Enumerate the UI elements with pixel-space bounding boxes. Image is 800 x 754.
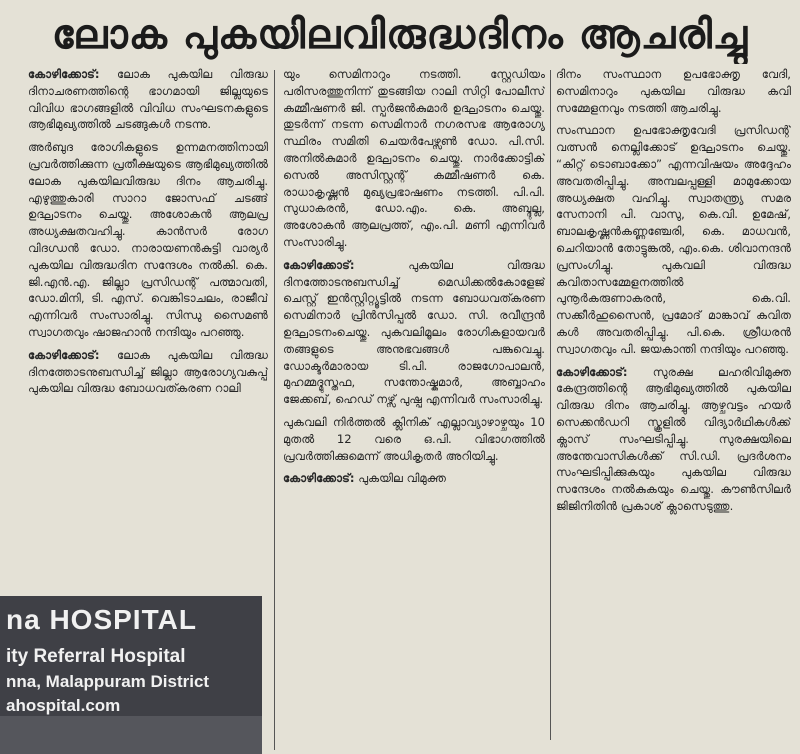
dateline: കോഴിക്കോട്: [28, 67, 100, 81]
article-paragraph: ദിനം സംസ്ഥാന ഉപഭോക്തൃ വേദി, സെമിനാറും പുകയില വിരുദ്ധ കവി സമ്മേളനവും നടത്തി ആചരിച്ചു. [556, 67, 791, 115]
article-paragraph: അർബുദ രോഗികളുടെ ഉന്നമനത്തിനായി പ്രവർത്തിക്കുന്ന പ്രതീക്ഷയുടെ ആഭിമുഖ്യത്തിൽ ലോക പുകയിലവിരുദ്ധ ദിനം ആചരിച്ചു. എഴുത്തുകാരി സാറാ ജോസഫ് ചടങ്ങ് ഉദ്ഘാടനം ചെയ്തു. അശോകൻ ആലപ്ര അധ്യക്ഷതവഹിച്ചു. കാൻസർ രോഗ വിദഗ്ധൻ ഡോ. നാരായണൻകുട്ടി വാര്യർ പുകയില വിരുദ്ധദിന സന്ദേശം നൽകി. കെ. ജി.എൻ.എ. ജില്ലാ പ്രസിഡന്റ് പത്മാവതി, ഡോ.മിനി, ടി. എസ്. വെങ്കിടാചലം, രാജീവ് എന്നിവർ സംസാരിച്ചു. സിന്ധു സൈമൺ സ്വാഗതവും ഷാജഹാൻ നന്ദിയും പറഞ്ഞു. [28, 140, 268, 339]
dateline: കോഴിക്കോട്: [283, 257, 355, 272]
ad-footer-band [0, 716, 262, 754]
ad-website: ahospital.com [6, 696, 121, 715]
article-column-1 [28, 66, 268, 594]
article-paragraph: കോഴിക്കോട്: പുകയില വിരുദ്ധ ദിനത്തോടനുബന്ധിച്ച് മെഡിക്കൽകോളേജ് ചെസ്റ്റ് ഇൻസ്റ്റിറ്റ്യൂട്ടിൽ നടന്ന ബോധവത്കരണ സെമിനാർ പ്രിൻസിപ്പൽ ഡോ. സി. രവീന്ദ്രൻ ഉദ്ഘാടനംചെയ്തു. പുകവലിമൂലം രോഗികളായവർ തങ്ങളുടെ അനുഭവങ്ങൾ പങ്കുവെച്ചു. ഡോക്ടർമാരായ ടി.പി. രാജഗോപാലൻ, മുഹമ്മദ്മുസ്തഫ, സന്തോഷ്കുമാർ, അബ്ബാഹം ജേക്കബ്, ഹെഡ് നഴ്സ് പുഷ്പ എന്നിവർ സംസാരിച്ചു. [283, 257, 545, 407]
article-paragraph: യും സെമിനാറും നടത്തി. സ്റ്റേഡിയം പരിസരത്തുനിന്ന് തുടങ്ങിയ റാലി സിറ്റി പോലീസ് കമ്മീഷണർ ജി. സ്പർജൻകുമാർ ഉദ്ഘാടനം ചെയ്തു. തുടർന്ന് നടന്ന സെമിനാർ നഗരസഭ ആരോഗ്യ സ്ഥിരം സമിതി ചെയർപേഴ്സൺ ഡോ. പി.സി. അനിൽകുമാർ ഉദ്ഘാടനം ചെയ്തു. നാർക്കോട്ടിക് സെൽ അസിസ്റ്റന്റ് കമ്മീഷണർ കെ. രാധാകൃഷ്ണൻ മുഖ്യപ്രഭാഷണം നടത്തി. പി.പി. സുധാകരൻ, ഡോ.എം. കെ. അബ്ദുല്ല, അശോകൻ ആലപ്രത്ത്, എം.പി. മണി എന്നിവർ സംസാരിച്ചു. [283, 67, 545, 249]
column-rule-2 [550, 70, 551, 740]
article-column-3 [556, 66, 791, 734]
hospital-advertisement [0, 596, 262, 754]
article-paragraph: കോഴിക്കോട്: ലോക പുകയില വിരുദ്ധ ദിനത്തോടനുബന്ധിച്ച് ജില്ലാ ആരോഗ്യവകുപ്പ് പുകയില വിരുദ്ധ ബോധവത്കരണ റാലി [28, 347, 268, 396]
article-paragraph: കോഴിക്കോട്: സുരക്ഷ ലഹരിവിമുക്ത കേന്ദ്രത്തിന്റെ ആഭിമുഖ്യത്തിൽ പുകയില വിരുദ്ധ ദിനം ആചരിച്ചു. ആഴ്ചവട്ടം ഹയർ സെക്കൻഡറി സ്കൂളിൽ വിദ്യാർഥികൾക്ക് ക്ലാസ് സംഘടിപ്പിച്ചു. സുരക്ഷയിലെ അന്തേവാസികൾക്ക് സി.ഡി. പ്രദർശനം സംഘടിപ്പിക്കുകയും പുകയില വിരുദ്ധ സന്ദേശം നൽകുകയും ചെയ്തു. കൗൺസിലർ ജിജിനിതിൻ പ്രകാശ് ക്ലാസെടുത്തു. [556, 364, 791, 513]
dateline: കോഴിക്കോട്: [28, 347, 100, 362]
article-column-2 [283, 66, 545, 726]
dateline: കോഴിക്കോട്: [556, 364, 628, 379]
headline: ലോക പുകയിലവിരുദ്ധദിനം ആചരിച്ചു [51, 12, 749, 58]
ad-tagline: ity Referral Hospital [6, 646, 186, 667]
column-rule-1 [274, 70, 275, 750]
article-paragraph: കോഴിക്കോട്: പുകയില വിമുക്ത [283, 471, 447, 486]
article-paragraph: കോഴിക്കോട്: ലോക പുകയില വിരുദ്ധ ദിനാചരണത്തിന്റെ ഭാഗമായി ജില്ലയുടെ വിവിധ ഭാഗങ്ങളിൽ വിവിധ സംഘടനകളുടെ ആഭിമുഖ്യത്തിൽ ചടങ്ങുകൾ നടന്നു. [28, 67, 268, 132]
dateline: കോഴിക്കോട്: [283, 471, 355, 486]
article-paragraph: സംസ്ഥാന ഉപഭോക്തൃവേദി പ്രസിഡന്റ് വത്സൻ നെല്ലിക്കോട് ഉദ്ഘാടനം ചെയ്തു. “കിറ്റ് ടൊബാക്കോ” എന്നവിഷയം അദ്ദേഹം അവതരിപ്പിച്ചു. അമ്പലപ്പള്ളി മാമുക്കോയ അധ്യക്ഷത വഹിച്ചു. സ്വാതന്ത്ര്യ സമര സേനാനി പി. വാസു, കെ.വി. ഉമേഷ്, ബാലകൃഷ്ണൻകണ്ണഞ്ചേരി, കെ. മാധവൻ, ചെറിയാൻ തോട്ടുങ്കൽ, എം.കെ. ശിവാനന്ദൻ പ്രസംഗിച്ചു. പുകവലി വിരുദ്ധ കവിതാസമ്മേളനത്തിൽ പുനൂർകരുണാകരൻ, കെ.വി. സക്കീർഹുസൈൻ, പ്രമോദ് മാങ്കാവ് കവിത കൾ അവതരിപ്പിച്ചു. പി.കെ. ശ്രീധരൻ സ്വാഗതവും പി. ജയകാന്തി നന്ദിയും പറഞ്ഞു. [556, 123, 791, 356]
ad-location: nna, Malappuram District [6, 672, 210, 691]
ad-hospital-name: na HOSPITAL [6, 604, 197, 635]
article-paragraph: പുകവലി നിർത്തൽ ക്ലിനിക് എല്ലാവ്യാഴാഴ്ചയും 10 മുതൽ 12 വരെ ഒ.പി. വിഭാഗത്തിൽ പ്രവർത്തിക്കുമെന്ന് അധികൃതർ അറിയിച്ചു. [283, 414, 545, 463]
